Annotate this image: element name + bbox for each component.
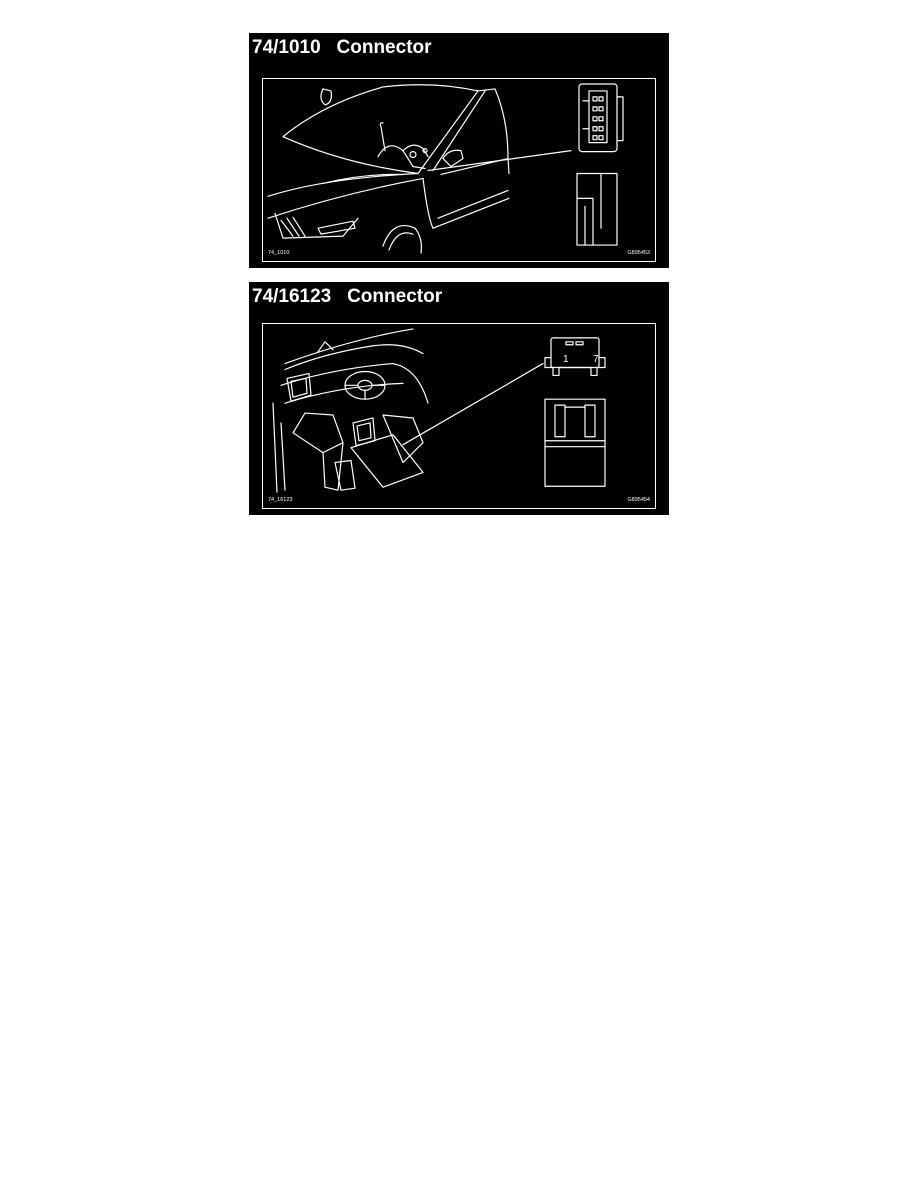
car-front-illustration — [263, 79, 655, 261]
pin-label-7: 7 — [593, 354, 599, 365]
connector-panel-74-1010 — [249, 33, 669, 268]
car-interior-illustration — [263, 324, 655, 508]
connector-panel-74-16123 — [249, 282, 669, 515]
panel-title: 74/1010 Connector — [252, 37, 432, 58]
illustration-frame — [262, 78, 656, 262]
figure-code: 74_1010 — [268, 250, 290, 256]
illustration-frame — [262, 323, 656, 509]
image-reference: G895453 — [627, 250, 650, 256]
image-reference: G895454 — [627, 497, 650, 503]
figure-code: 74_16123 — [268, 497, 293, 503]
pin-label-1: 1 — [563, 354, 569, 365]
panel-title: 74/16123 Connector — [252, 286, 443, 307]
